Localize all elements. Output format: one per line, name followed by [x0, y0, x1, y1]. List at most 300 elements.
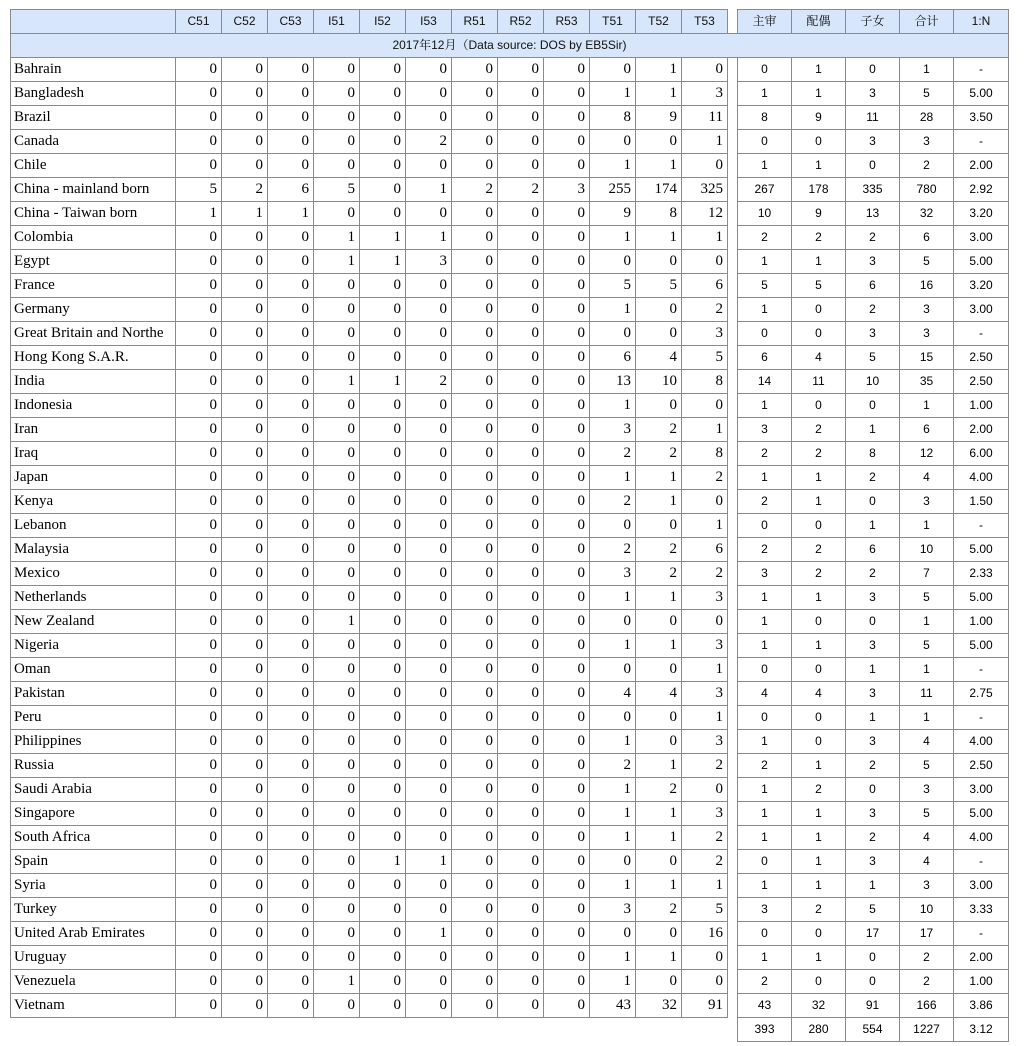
count-t51: 1	[590, 82, 636, 106]
count-t53: 0	[682, 490, 728, 514]
summary-spouse: 0	[792, 322, 846, 346]
summary-spouse: 0	[792, 730, 846, 754]
table-row	[11, 514, 1009, 538]
count-r53: 0	[544, 898, 590, 922]
count-r53: 0	[544, 826, 590, 850]
count-t51: 2	[590, 442, 636, 466]
country-name: New Zealand	[11, 610, 176, 634]
table-row	[11, 874, 1009, 898]
total-spouse: 280	[792, 1018, 846, 1042]
count-c51: 0	[176, 442, 222, 466]
count-c52: 0	[222, 682, 268, 706]
table-row	[11, 610, 1009, 634]
column-gap	[728, 394, 738, 418]
summary-principal: 3	[738, 562, 792, 586]
count-r51: 0	[452, 106, 498, 130]
count-t51: 1	[590, 154, 636, 178]
count-t51: 1	[590, 946, 636, 970]
count-c52: 0	[222, 778, 268, 802]
count-c53: 0	[268, 706, 314, 730]
count-i51: 0	[314, 82, 360, 106]
summary-ratio: 5.00	[954, 802, 1009, 826]
count-c51: 5	[176, 178, 222, 202]
country-name: Peru	[11, 706, 176, 730]
count-r51: 0	[452, 226, 498, 250]
totals-spacer	[11, 1018, 738, 1042]
summary-ratio: 2.50	[954, 754, 1009, 778]
summary-children: 0	[846, 970, 900, 994]
table-row	[11, 658, 1009, 682]
count-r52: 0	[498, 826, 544, 850]
count-i51: 0	[314, 754, 360, 778]
summary-children: 335	[846, 178, 900, 202]
count-t52: 0	[636, 298, 682, 322]
corner-cell	[11, 10, 176, 34]
count-c53: 0	[268, 250, 314, 274]
count-t53: 1	[682, 658, 728, 682]
count-c51: 0	[176, 586, 222, 610]
table-row	[11, 850, 1009, 874]
count-r53: 0	[544, 82, 590, 106]
summary-ratio: 3.00	[954, 874, 1009, 898]
summary-ratio: 2.00	[954, 154, 1009, 178]
count-t52: 0	[636, 922, 682, 946]
count-r51: 0	[452, 154, 498, 178]
count-i51: 0	[314, 946, 360, 970]
column-gap	[728, 610, 738, 634]
count-t53: 0	[682, 778, 728, 802]
count-t51: 3	[590, 562, 636, 586]
summary-total: 1	[900, 394, 954, 418]
country-name: Turkey	[11, 898, 176, 922]
summary-children: 3	[846, 322, 900, 346]
count-i52: 0	[360, 58, 406, 82]
count-c52: 0	[222, 850, 268, 874]
summary-principal: 14	[738, 370, 792, 394]
count-t53: 2	[682, 466, 728, 490]
summary-principal: 4	[738, 682, 792, 706]
count-r53: 0	[544, 274, 590, 298]
count-r53: 0	[544, 634, 590, 658]
col-header-c51: C51	[176, 10, 222, 34]
count-r52: 0	[498, 850, 544, 874]
count-i52: 0	[360, 298, 406, 322]
count-t51: 4	[590, 682, 636, 706]
count-c51: 0	[176, 154, 222, 178]
count-i53: 0	[406, 730, 452, 754]
count-i51: 0	[314, 994, 360, 1018]
count-i53: 1	[406, 226, 452, 250]
summary-principal: 1	[738, 730, 792, 754]
table-row	[11, 322, 1009, 346]
summary-total: 7	[900, 562, 954, 586]
count-i51: 0	[314, 490, 360, 514]
count-t51: 255	[590, 178, 636, 202]
column-gap	[728, 466, 738, 490]
count-t52: 0	[636, 658, 682, 682]
table-row	[11, 58, 1009, 82]
column-gap	[728, 538, 738, 562]
summary-children: 0	[846, 154, 900, 178]
country-name: Uruguay	[11, 946, 176, 970]
count-t53: 11	[682, 106, 728, 130]
summary-spouse: 9	[792, 202, 846, 226]
count-t52: 0	[636, 250, 682, 274]
count-t53: 0	[682, 154, 728, 178]
count-c53: 0	[268, 850, 314, 874]
count-c52: 0	[222, 586, 268, 610]
count-r52: 0	[498, 610, 544, 634]
count-i52: 0	[360, 466, 406, 490]
table-row	[11, 178, 1009, 202]
summary-ratio: 3.00	[954, 298, 1009, 322]
count-t53: 0	[682, 394, 728, 418]
summary-principal: 1	[738, 586, 792, 610]
count-t52: 5	[636, 274, 682, 298]
count-r52: 0	[498, 706, 544, 730]
count-c52: 0	[222, 490, 268, 514]
count-r51: 0	[452, 322, 498, 346]
summary-spouse: 1	[792, 634, 846, 658]
summary-ratio: 3.20	[954, 202, 1009, 226]
count-c53: 0	[268, 226, 314, 250]
col-header-t52: T52	[636, 10, 682, 34]
count-c51: 0	[176, 490, 222, 514]
count-t52: 1	[636, 634, 682, 658]
count-i51: 0	[314, 850, 360, 874]
table-row	[11, 682, 1009, 706]
count-t52: 1	[636, 874, 682, 898]
summary-spouse: 0	[792, 706, 846, 730]
table-row	[11, 826, 1009, 850]
column-gap	[728, 874, 738, 898]
summary-principal: 1	[738, 154, 792, 178]
count-c51: 0	[176, 826, 222, 850]
summary-children: 2	[846, 826, 900, 850]
country-name: Oman	[11, 658, 176, 682]
count-r52: 0	[498, 130, 544, 154]
count-i52: 0	[360, 874, 406, 898]
count-i52: 0	[360, 706, 406, 730]
country-name: Canada	[11, 130, 176, 154]
count-r52: 0	[498, 754, 544, 778]
count-c51: 0	[176, 466, 222, 490]
count-t53: 6	[682, 538, 728, 562]
count-i53: 0	[406, 106, 452, 130]
table-row	[11, 634, 1009, 658]
count-i53: 0	[406, 994, 452, 1018]
country-name: United Arab Emirates	[11, 922, 176, 946]
count-r53: 0	[544, 730, 590, 754]
count-c52: 0	[222, 274, 268, 298]
count-t52: 0	[636, 730, 682, 754]
summary-total: 1	[900, 514, 954, 538]
col-header-i52: I52	[360, 10, 406, 34]
summary-ratio: 2.75	[954, 682, 1009, 706]
count-r52: 0	[498, 250, 544, 274]
summary-ratio: 3.20	[954, 274, 1009, 298]
count-c52: 0	[222, 658, 268, 682]
summary-spouse: 2	[792, 226, 846, 250]
count-r53: 0	[544, 754, 590, 778]
country-name: India	[11, 370, 176, 394]
summary-ratio: 1.50	[954, 490, 1009, 514]
count-t53: 3	[682, 322, 728, 346]
count-t51: 1	[590, 802, 636, 826]
summary-ratio: 2.00	[954, 418, 1009, 442]
table-header	[11, 10, 1009, 58]
count-r51: 0	[452, 898, 498, 922]
count-i53: 0	[406, 610, 452, 634]
count-c52: 2	[222, 178, 268, 202]
count-i51: 0	[314, 418, 360, 442]
table-row	[11, 922, 1009, 946]
country-name: Brazil	[11, 106, 176, 130]
count-c52: 0	[222, 154, 268, 178]
count-t51: 8	[590, 106, 636, 130]
count-i53: 0	[406, 874, 452, 898]
summary-principal: 1	[738, 874, 792, 898]
count-c53: 0	[268, 154, 314, 178]
col-header-r52: R52	[498, 10, 544, 34]
count-i52: 0	[360, 130, 406, 154]
count-i53: 0	[406, 682, 452, 706]
total-ratio: 3.12	[954, 1018, 1009, 1042]
count-r53: 0	[544, 250, 590, 274]
column-gap	[728, 274, 738, 298]
country-name: Bahrain	[11, 58, 176, 82]
count-r52: 0	[498, 874, 544, 898]
count-i51: 0	[314, 658, 360, 682]
table-row	[11, 82, 1009, 106]
count-c53: 0	[268, 106, 314, 130]
count-t53: 1	[682, 514, 728, 538]
country-name: Venezuela	[11, 970, 176, 994]
summary-spouse: 1	[792, 82, 846, 106]
column-gap	[728, 778, 738, 802]
column-gap	[728, 850, 738, 874]
table-row	[11, 754, 1009, 778]
count-i53: 2	[406, 370, 452, 394]
summary-ratio: 3.50	[954, 106, 1009, 130]
country-name: Netherlands	[11, 586, 176, 610]
table-row	[11, 370, 1009, 394]
country-name: Egypt	[11, 250, 176, 274]
col-header-children: 子女	[846, 10, 900, 34]
table-row	[11, 994, 1009, 1018]
country-name: Lebanon	[11, 514, 176, 538]
column-gap	[728, 826, 738, 850]
count-t51: 2	[590, 538, 636, 562]
summary-total: 15	[900, 346, 954, 370]
count-c51: 0	[176, 298, 222, 322]
count-t53: 0	[682, 946, 728, 970]
count-r52: 0	[498, 658, 544, 682]
country-name: Spain	[11, 850, 176, 874]
table-row	[11, 586, 1009, 610]
country-name: Pakistan	[11, 682, 176, 706]
count-i52: 0	[360, 610, 406, 634]
table-row	[11, 442, 1009, 466]
count-c52: 0	[222, 514, 268, 538]
count-i53: 0	[406, 946, 452, 970]
count-r51: 0	[452, 634, 498, 658]
summary-ratio: 3.86	[954, 994, 1009, 1018]
col-header-ratio: 1:N	[954, 10, 1009, 34]
count-t53: 6	[682, 274, 728, 298]
count-i52: 0	[360, 82, 406, 106]
count-c51: 0	[176, 370, 222, 394]
count-r52: 0	[498, 682, 544, 706]
summary-ratio: 1.00	[954, 970, 1009, 994]
count-r53: 0	[544, 946, 590, 970]
count-c52: 0	[222, 226, 268, 250]
count-t51: 1	[590, 730, 636, 754]
summary-children: 3	[846, 730, 900, 754]
count-i52: 0	[360, 634, 406, 658]
count-t52: 0	[636, 130, 682, 154]
count-r52: 0	[498, 226, 544, 250]
count-r52: 2	[498, 178, 544, 202]
summary-children: 1	[846, 874, 900, 898]
summary-total: 11	[900, 682, 954, 706]
summary-children: 3	[846, 850, 900, 874]
summary-spouse: 0	[792, 514, 846, 538]
count-i52: 0	[360, 778, 406, 802]
count-r53: 0	[544, 970, 590, 994]
summary-spouse: 5	[792, 274, 846, 298]
count-t53: 0	[682, 610, 728, 634]
count-r52: 0	[498, 58, 544, 82]
summary-spouse: 11	[792, 370, 846, 394]
count-r52: 0	[498, 442, 544, 466]
count-t52: 1	[636, 754, 682, 778]
count-r52: 0	[498, 922, 544, 946]
summary-children: 1	[846, 706, 900, 730]
summary-principal: 1	[738, 82, 792, 106]
count-c53: 6	[268, 178, 314, 202]
count-t51: 43	[590, 994, 636, 1018]
summary-spouse: 1	[792, 250, 846, 274]
count-c52: 0	[222, 970, 268, 994]
table-row	[11, 538, 1009, 562]
count-t51: 2	[590, 754, 636, 778]
summary-spouse: 178	[792, 178, 846, 202]
summary-children: 2	[846, 562, 900, 586]
count-i52: 0	[360, 586, 406, 610]
count-t51: 5	[590, 274, 636, 298]
count-c53: 0	[268, 322, 314, 346]
count-r52: 0	[498, 298, 544, 322]
count-i52: 0	[360, 946, 406, 970]
summary-children: 3	[846, 682, 900, 706]
count-r52: 0	[498, 994, 544, 1018]
count-r51: 0	[452, 706, 498, 730]
count-c52: 0	[222, 418, 268, 442]
table-row	[11, 226, 1009, 250]
count-t52: 0	[636, 322, 682, 346]
count-r53: 3	[544, 178, 590, 202]
count-r51: 0	[452, 250, 498, 274]
count-c53: 0	[268, 586, 314, 610]
summary-spouse: 1	[792, 802, 846, 826]
count-t52: 1	[636, 58, 682, 82]
count-c52: 0	[222, 466, 268, 490]
count-i51: 0	[314, 274, 360, 298]
count-t53: 1	[682, 874, 728, 898]
count-c53: 0	[268, 514, 314, 538]
count-t53: 0	[682, 250, 728, 274]
count-t52: 2	[636, 442, 682, 466]
count-t51: 13	[590, 370, 636, 394]
summary-children: 3	[846, 802, 900, 826]
count-t52: 174	[636, 178, 682, 202]
count-r51: 0	[452, 682, 498, 706]
col-header-r51: R51	[452, 10, 498, 34]
summary-total: 2	[900, 946, 954, 970]
count-c53: 0	[268, 658, 314, 682]
summary-ratio: -	[954, 58, 1009, 82]
banner-row	[11, 34, 1009, 58]
count-i53: 0	[406, 634, 452, 658]
column-gap	[728, 130, 738, 154]
count-c51: 0	[176, 322, 222, 346]
count-i51: 0	[314, 298, 360, 322]
count-c53: 0	[268, 82, 314, 106]
count-i52: 0	[360, 346, 406, 370]
summary-spouse: 1	[792, 826, 846, 850]
count-i52: 0	[360, 922, 406, 946]
column-gap	[728, 322, 738, 346]
summary-spouse: 2	[792, 538, 846, 562]
summary-children: 3	[846, 634, 900, 658]
count-r51: 0	[452, 130, 498, 154]
summary-principal: 2	[738, 442, 792, 466]
count-i52: 0	[360, 562, 406, 586]
count-i52: 0	[360, 394, 406, 418]
table-row	[11, 274, 1009, 298]
count-c51: 0	[176, 394, 222, 418]
summary-total: 28	[900, 106, 954, 130]
count-i51: 0	[314, 634, 360, 658]
count-c52: 0	[222, 730, 268, 754]
count-r52: 0	[498, 898, 544, 922]
count-c52: 0	[222, 538, 268, 562]
count-r51: 2	[452, 178, 498, 202]
country-rows	[11, 58, 1009, 1018]
count-c51: 0	[176, 562, 222, 586]
count-c51: 0	[176, 898, 222, 922]
count-c52: 0	[222, 898, 268, 922]
count-i52: 0	[360, 514, 406, 538]
count-i53: 0	[406, 394, 452, 418]
summary-principal: 1	[738, 946, 792, 970]
column-gap	[728, 970, 738, 994]
summary-spouse: 32	[792, 994, 846, 1018]
count-r52: 0	[498, 970, 544, 994]
count-r51: 0	[452, 730, 498, 754]
summary-children: 91	[846, 994, 900, 1018]
column-gap	[728, 442, 738, 466]
count-c53: 0	[268, 634, 314, 658]
summary-spouse: 1	[792, 874, 846, 898]
count-r53: 0	[544, 850, 590, 874]
count-t52: 0	[636, 514, 682, 538]
count-c53: 0	[268, 274, 314, 298]
count-c51: 0	[176, 682, 222, 706]
count-r53: 0	[544, 154, 590, 178]
column-gap	[728, 586, 738, 610]
